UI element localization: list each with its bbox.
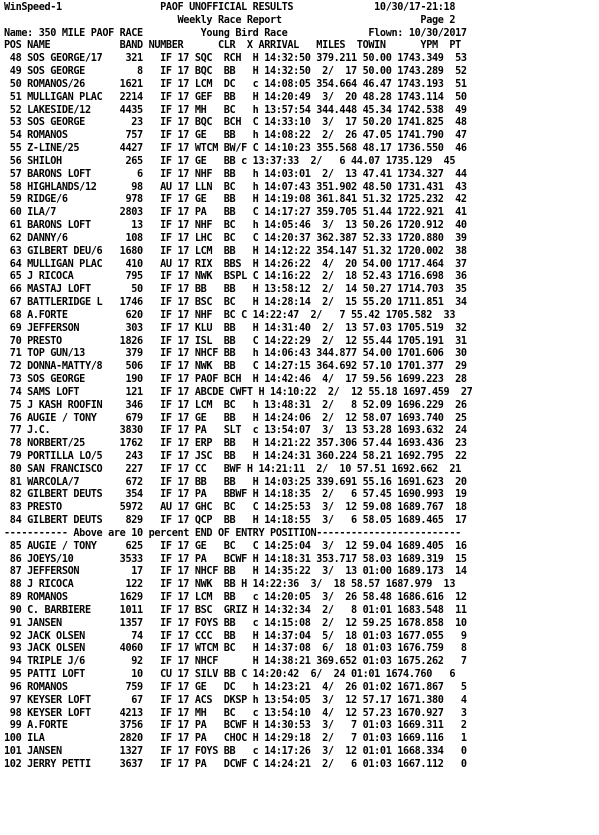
result-row: 98 KEYSER LOFT 4213 IF 17 MH BC c 13:54:10 4/ 12 57.23 1670.927 3 [4,707,467,719]
result-row: 70 PRESTO 1826 IF 17 ISL BB C 14:22:29 2/ 12 55.44 1705.191 31 [4,335,467,347]
result-row: 58 HIGHLANDS/12 98 AU 17 LLN BC h 14:07:43 351.902 48.50 1731.431 43 [4,181,467,193]
result-row: 55 Z-LINE/25 4427 IF 17 WTCM BW/F C 14:10:23 355.568 48.17 1736.550 46 [4,143,467,155]
result-row: 95 PATTI LOFT 10 CU 17 SILV BB C 14:20:42 6/ 24 01:01 1674.760 6 [4,669,456,681]
result-row: 53 SOS GEORGE 23 IF 17 BQC BCH C 14:33:10 3/ 17 50.20 1741.825 48 [4,117,467,129]
result-row: 56 SHILOH 265 IF 17 GE BB c 13:37:33 2/ 6 44.07 1735.129 45 [4,155,456,167]
result-row: 74 SAMS LOFT 121 IF 17 ABCDE CWFT H 14:10:22 2/ 12 55.18 1697.459 27 [4,386,473,398]
result-row: 48 SOS GEORGE/17 321 IF 17 SQC RCH H 14:32:50 379.211 50.00 1743.349 53 [4,53,467,65]
result-row: 72 DONNA-MATTY/8 506 IF 17 NWK BB C 14:27:15 364.692 57.10 1701.377 29 [4,361,467,373]
result-row: 51 MULLIGAN PLAC 2214 IF 17 GEF BB H 14:20:49 3/ 20 48.28 1743.114 50 [4,91,467,103]
result-row: 68 A.FORTE 620 IF 17 NHF BC C 14:22:47 2/ 7 55.42 1705.582 33 [4,309,456,321]
result-row: 54 ROMANOS 757 IF 17 GE BB h 14:08:22 2/ 26 47.05 1741.790 47 [4,130,467,142]
result-row: 52 LAKESIDE/12 4435 IF 17 MH BC h 13:57:54 344.448 45.34 1742.538 49 [4,104,467,116]
result-row: 96 ROMANOS 759 IF 17 GE DC h 14:23:21 4/ 26 01:02 1671.867 5 [4,681,467,693]
result-row: 83 PRESTO 5972 AU 17 GHC BC C 14:25:53 3/ 12 59.08 1689.767 18 [4,502,467,514]
report-header-line: Weekly Race Report Page 2 [4,14,456,26]
result-row: 66 MASTAJ LOFT 50 IF 17 BB BB H 13:58:12 2/ 14 50.27 1714.703 35 [4,284,467,296]
race-report-document [4,2,596,772]
result-row: 86 JOEYS/10 3533 IF 17 PA BCWF H 14:18:31 353.717 58.03 1689.319 15 [4,553,467,565]
result-row: 84 GILBERT DEUTS 829 IF 17 QCP BB H 14:18:55 3/ 6 58.05 1689.465 17 [4,515,467,527]
result-row: 67 BATTLERIDGE L 1746 IF 17 BSC BC H 14:28:14 2/ 15 55.20 1711.851 34 [4,297,467,309]
result-row: 94 TRIPLE J/6 92 IF 17 NHCF H 14:38:21 369.652 01:03 1675.262 7 [4,656,467,668]
result-row: 69 JEFFERSON 303 IF 17 KLU BB H 14:31:40 2/ 13 57.03 1705.519 32 [4,322,467,334]
result-row: 50 ROMANOS/26 1621 IF 17 LCM DC c 14:08:05 354.664 46.47 1743.193 51 [4,78,467,90]
result-row: 61 BARONS LOFT 13 IF 17 NHF BC h 14:05:46 3/ 13 50.26 1720.912 40 [4,220,467,232]
result-row: 101 JANSEN 1327 IF 17 FOYS BB c 14:17:26 3/ 12 01:01 1668.334 0 [4,746,467,758]
result-row: 87 JEFFERSON 17 IF 17 NHCF BB H 14:35:22 3/ 13 01:00 1689.173 14 [4,566,467,578]
result-row: 75 J KASH ROOFIN 346 IF 17 LCM BC h 13:48:31 2/ 8 52.09 1696.229 26 [4,399,467,411]
result-row: 89 ROMANOS 1629 IF 17 LCM BB c 14:20:05 3/ 26 58.48 1686.616 12 [4,592,467,604]
result-row: 77 J.C. 3830 IF 17 PA SLT c 13:54:07 3/ 13 53.28 1693.632 24 [4,425,467,437]
result-row: 100 ILA 2820 IF 17 PA CHOC H 14:29:18 2/ 7 01:03 1669.116 1 [4,733,467,745]
result-row: 71 TOP GUN/13 379 IF 17 NHCF BB h 14:06:43 344.877 54.00 1701.606 30 [4,348,467,360]
result-row: 60 ILA/7 2803 IF 17 PA BB C 14:17:27 359.705 51.44 1722.921 41 [4,207,467,219]
report-header-line: WinSpeed-1 PAOF UNOFFICIAL RESULTS 10/30/17-21:18 [4,2,456,13]
result-row: 76 AUGIE / TONY 679 IF 17 GE BB H 14:24:06 2/ 12 58.07 1693.740 25 [4,412,467,424]
report-header-line: POS NAME BAND NUMBER CLR X ARRIVAL MILES TOWIN YPM PT [4,40,461,52]
result-row: 82 GILBERT DEUTS 354 IF 17 PA BBWF H 14:18:35 2/ 6 57.45 1690.993 19 [4,489,467,501]
result-row: 73 SOS GEORGE 190 IF 17 PAOF BCH H 14:42:46 4/ 17 59.56 1699.223 28 [4,374,467,386]
result-row: 99 A.FORTE 3756 IF 17 PA BCWF H 14:30:53 3/ 7 01:03 1669.311 2 [4,720,467,732]
result-row: 91 JANSEN 1357 IF 17 FOYS BB c 14:15:08 2/ 12 59.25 1678.858 10 [4,617,467,629]
result-row: 102 JERRY PETTI 3637 IF 17 PA DCWF C 14:24:21 2/ 6 01:03 1667.112 0 [4,758,467,770]
result-row: 63 GILBERT DEU/6 1680 IF 17 LCM BB H 14:12:22 354.147 51.32 1720.002 38 [4,245,467,257]
result-row: 93 JACK OLSEN 4060 IF 17 WTCM BC H 14:37:08 6/ 18 01:03 1676.759 8 [4,643,467,655]
result-row: 92 JACK OLSEN 74 IF 17 CCC BB H 14:37:04 5/ 18 01:03 1677.055 9 [4,630,467,642]
entry-position-divider: ----------- Above are 10 percent END OF ENTRY POSITION------------------------- [4,527,461,539]
report-header-line: Name: 350 MILE PAOF RACE Young Bird Race Flown: 10/30/2017 [4,27,467,39]
result-row: 79 PORTILLA LO/5 243 IF 17 JSC BB H 14:24:31 360.224 58.21 1692.795 22 [4,450,467,462]
result-row: 88 J RICOCA 122 IF 17 NWK BB H 14:22:36 3/ 18 58.57 1687.979 13 [4,579,456,591]
result-row: 85 AUGIE / TONY 625 IF 17 GE BC C 14:25:04 3/ 12 59.04 1689.405 16 [4,540,467,552]
result-row: 81 WARCOLA/7 672 IF 17 BB BB H 14:03:25 339.691 55.16 1691.623 20 [4,476,467,488]
result-row: 90 C. BARBIERE 1011 IF 17 BSC GRIZ H 14:32:34 2/ 8 01:01 1683.548 11 [4,604,467,616]
result-row: 64 MULLIGAN PLAC 410 AU 17 RIX BBS H 14:26:22 4/ 20 54.00 1717.464 37 [4,258,467,270]
result-row: 62 DANNY/6 108 IF 17 LHC BC C 14:20:37 362.387 52.33 1720.880 39 [4,232,467,244]
result-row: 57 BARONS LOFT 6 IF 17 NHF BB h 14:03:01 2/ 13 47.41 1734.327 44 [4,168,467,180]
result-row: 78 NORBERT/25 1762 IF 17 ERP BB H 14:21:22 357.306 57.44 1693.436 23 [4,438,467,450]
result-row: 97 KEYSER LOFT 67 IF 17 ACS DKSP h 13:54:05 3/ 12 57.17 1671.380 4 [4,694,467,706]
result-row: 65 J RICOCA 795 IF 17 NWK BSPL C 14:16:22 2/ 18 52.43 1716.698 36 [4,271,467,283]
result-row: 59 RIDGE/6 978 IF 17 GE BB H 14:19:08 361.841 51.32 1725.232 42 [4,194,467,206]
result-row: 80 SAN FRANCISCO 227 IF 17 CC BWF H 14:21:11 2/ 10 57.51 1692.662 21 [4,463,461,475]
result-row: 49 SOS GEORGE 8 IF 17 BQC BB H 14:32:50 2/ 17 50.00 1743.289 52 [4,66,467,78]
